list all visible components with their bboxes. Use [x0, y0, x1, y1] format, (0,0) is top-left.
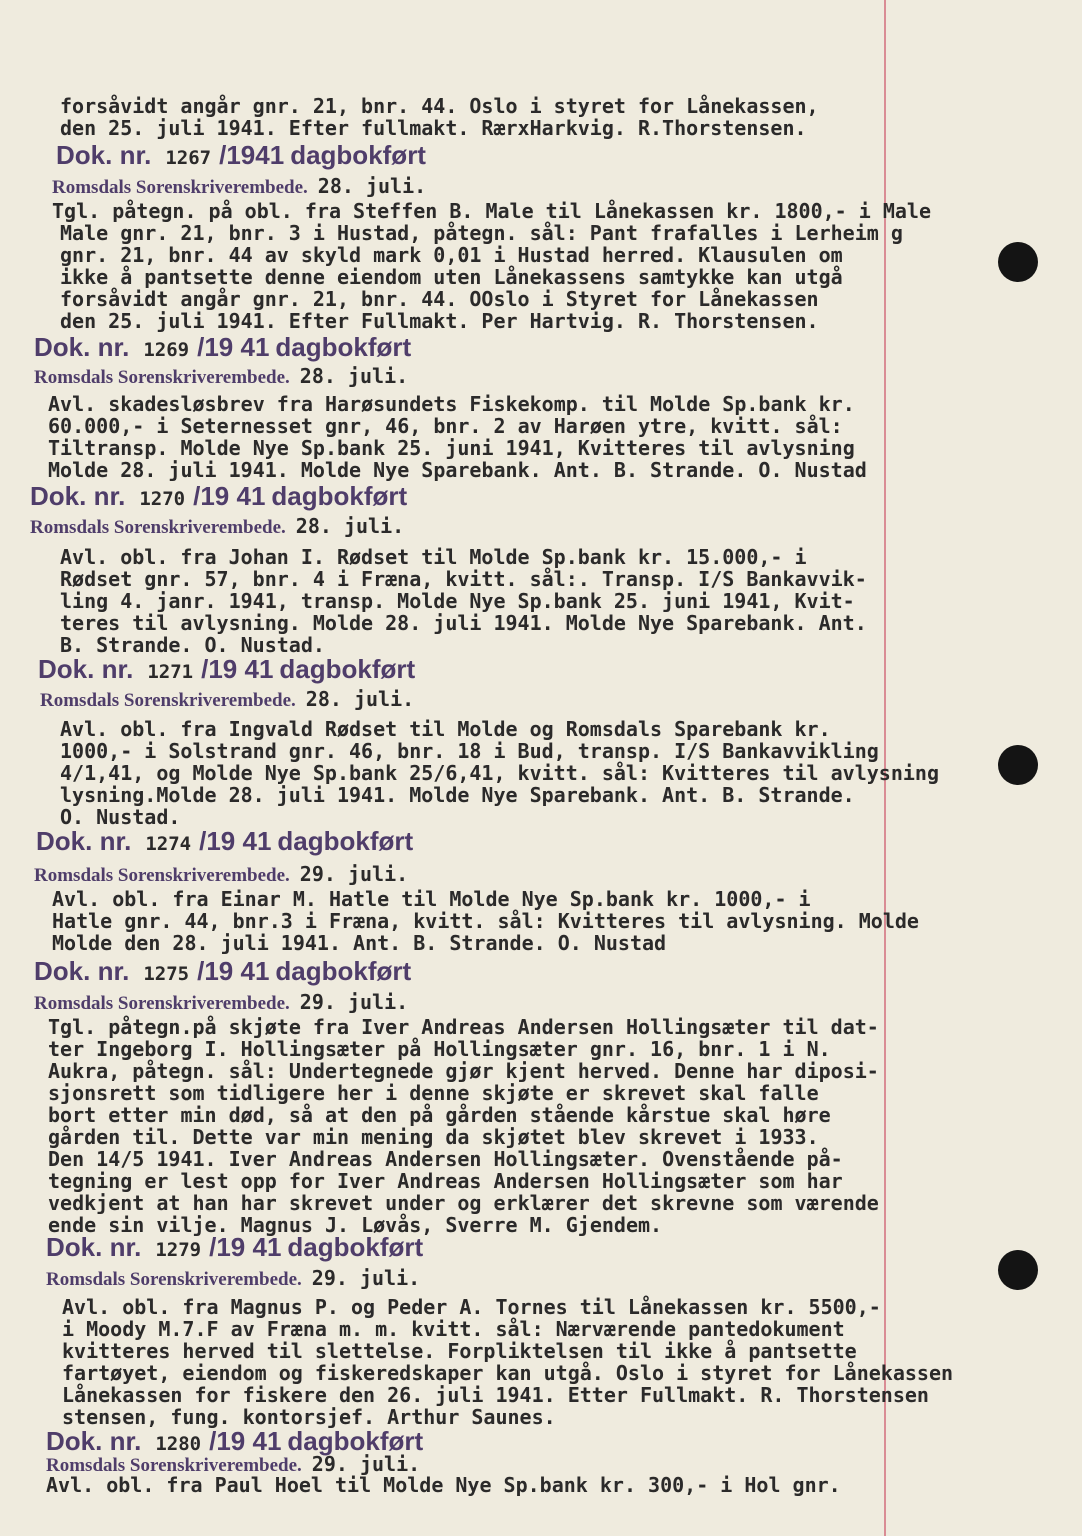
text-line: Avl. obl. fra Paul Hoel til Molde Nye Sp.bank kr. 300,- i Hol gnr. [46, 1473, 841, 1497]
text-line: kvitteres herved til slettelse. Forpliktelsen til ikke å pantsette [62, 1339, 857, 1363]
text-line: Avl. obl. fra Magnus P. og Peder A. Tornes til Lånekassen kr. 5500,- [62, 1295, 881, 1319]
office-stamp: Romsdals Sorenskriverembede. 29. juli. [46, 1266, 421, 1290]
dok-stamp: Dok. nr. 1270 /19 41 dagbokført [30, 481, 408, 511]
text-line: 1000,- i Solstrand gnr. 46, bnr. 18 i Bud, transp. I/S Bankavvikling [60, 739, 879, 763]
text-line: forsåvidt angår gnr. 21, bnr. 44. OOslo i Styret for Lånekassen [60, 287, 819, 311]
text-line: Avl. obl. fra Ingvald Rødset til Molde og Romsdals Sparebank kr. [60, 717, 831, 741]
text-line: bort etter min død, så at den på gården stående kårstue skal høre [48, 1103, 831, 1127]
text-line: fartøyet, eiendom og fiskeredskaper kan utgå. Oslo i styret for Lånekassen [62, 1361, 954, 1385]
dok-stamp: Dok. nr. 1271 /19 41 dagbokført [38, 654, 416, 684]
office-stamp: Romsdals Sorenskriverembede. 28. juli. [52, 174, 427, 198]
text-line: Den 14/5 1941. Iver Andreas Andersen Hollingsæter. Ovenstående på- [48, 1147, 843, 1171]
office-stamp: Romsdals Sorenskriverembede. 28. juli. [30, 514, 405, 538]
text-line: 60.000,- i Seternesset gnr, 46, bnr. 2 av Harøen ytre, kvitt. sål: [48, 414, 843, 438]
text-line: B. Strande. O. Nustad. [60, 633, 325, 657]
office-stamp: Romsdals Sorenskriverembede. 28. juli. [34, 364, 409, 388]
office-stamp: Romsdals Sorenskriverembede. 29. juli. [34, 990, 409, 1014]
text-line: ling 4. janr. 1941, transp. Molde Nye Sp.bank 25. juni 1941, Kvit- [60, 589, 855, 613]
office-stamp: Romsdals Sorenskriverembede. 29. juli. [34, 862, 409, 886]
text-line: Avl. obl. fra Johan I. Rødset til Molde Sp.bank kr. 15.000,- i [60, 545, 807, 569]
text-line: Hatle gnr. 44, bnr.3 i Fræna, kvitt. sål: Kvitteres til avlysning. Molde [52, 909, 919, 933]
text-line: ter Ingeborg I. Hollingsæter på Hollingsæter gnr. 16, bnr. 1 i N. [48, 1037, 831, 1061]
dok-stamp: Dok. nr. 1269 /19 41 dagbokført [34, 332, 412, 362]
dok-stamp: Dok. nr. 1267 /1941 dagbokført [56, 140, 426, 170]
text-line: Molde 28. juli 1941. Molde Nye Sparebank. Ant. B. Strande. O. Nustad [48, 458, 867, 482]
text-line: Tiltransp. Molde Nye Sp.bank 25. juni 1941, Kvitteres til avlysning [48, 436, 855, 460]
office-stamp: Romsdals Sorenskriverembede. 29. juli. [46, 1452, 421, 1476]
text-line: gnr. 21, bnr. 44 av skyld mark 0,01 i Hustad herred. Klausulen om [60, 243, 843, 267]
text-line: forsåvidt angår gnr. 21, bnr. 44. Oslo i styret for Lånekassen, [60, 94, 819, 118]
text-line: Molde den 28. juli 1941. Ant. B. Strande. O. Nustad [52, 931, 667, 955]
text-line: sjonsrett som tidligere her i denne skjøte er skrevet skal falle [48, 1081, 819, 1105]
text-line: Tgl. påtegn.på skjøte fra Iver Andreas Andersen Hollingsæter til dat- [48, 1015, 879, 1039]
dok-stamp: Dok. nr. 1280 /19 41 dagbokført [46, 1426, 424, 1456]
text-line: Aukra, påtegn. sål: Undertegnede gjør kjent herved. Denne har diposi- [48, 1059, 879, 1083]
text-line: Tgl. påtegn. på obl. fra Steffen B. Male til Lånekassen kr. 1800,- i Male [52, 199, 931, 223]
text-line: Rødset gnr. 57, bnr. 4 i Fræna, kvitt. sål:. Transp. I/S Bankavvik- [60, 567, 867, 591]
text-line: Lånekassen for fiskere den 26. juli 1941. Etter Fullmakt. R. Thorstensen [62, 1383, 929, 1407]
punch-hole [998, 745, 1038, 785]
office-stamp: Romsdals Sorenskriverembede. 28. juli. [40, 687, 415, 711]
text-line: Avl. skadesløsbrev fra Harøsundets Fiskekomp. til Molde Sp.bank kr. [48, 392, 855, 416]
punch-hole [998, 1250, 1038, 1290]
text-line: vedkjent at han har skrevet under og erklærer det skrevne som værende [48, 1191, 879, 1215]
dok-stamp: Dok. nr. 1275 /19 41 dagbokført [34, 956, 412, 986]
text-line: Avl. obl. fra Einar M. Hatle til Molde Nye Sp.bank kr. 1000,- i [52, 887, 811, 911]
text-line: Male gnr. 21, bnr. 3 i Hustad, påtegn. sål: Pant frafalles i Lerheim g [60, 221, 903, 245]
text-line: den 25. juli 1941. Efter fullmakt. RærxHarkvig. R.Thorstensen. [60, 116, 807, 140]
dok-stamp: Dok. nr. 1274 /19 41 dagbokført [36, 826, 414, 856]
text-line: i Moody M.7.F av Fræna m. m. kvitt. sål: Nærværende pantedokument [62, 1317, 845, 1341]
text-line: tegning er lest opp for Iver Andreas Andersen Hollingsæter som har [48, 1169, 843, 1193]
punch-hole [998, 242, 1038, 282]
text-line: lysning.Molde 28. juli 1941. Molde Nye Sparebank. Ant. B. Strande. [60, 783, 855, 807]
text-line: den 25. juli 1941. Efter Fullmakt. Per Hartvig. R. Thorstensen. [60, 309, 819, 333]
text-line: 4/1,41, og Molde Nye Sp.bank 25/6,41, kvitt. sål: Kvitteres til avlysning [60, 761, 939, 785]
text-line: gården til. Dette var min mening da skjøtet blev skrevet i 1933. [48, 1125, 819, 1149]
dok-stamp: Dok. nr. 1279 /19 41 dagbokført [46, 1232, 424, 1262]
text-line: ikke å pantsette denne eiendom uten Lånekassens samtykke kan utgå [60, 265, 843, 289]
text-line: stensen, fung. kontorsjef. Arthur Saunes. [62, 1405, 556, 1429]
text-line: O. Nustad. [60, 805, 181, 829]
text-line: teres til avlysning. Molde 28. juli 1941. Molde Nye Sparebank. Ant. [60, 611, 867, 635]
text-line: ende sin vilje. Magnus J. Løvås, Sverre M. Gjendem. [48, 1213, 663, 1237]
